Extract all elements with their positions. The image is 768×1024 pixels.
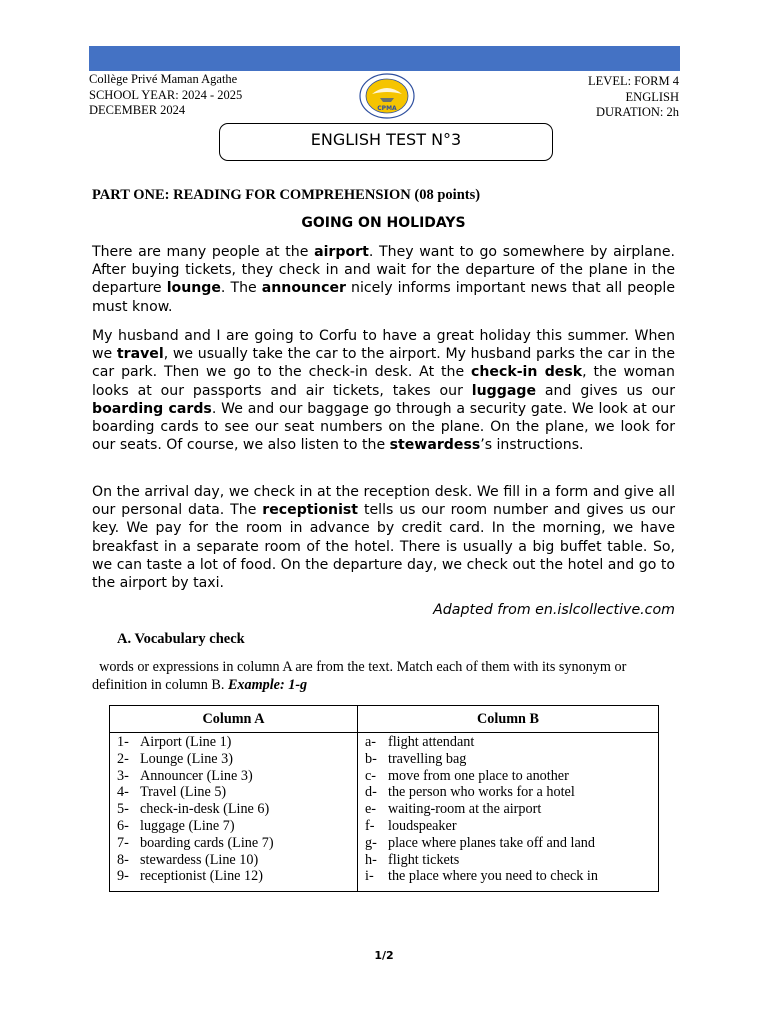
keyword: stewardess [389, 437, 481, 454]
column-a-item [117, 868, 350, 885]
text-run: On the arrival day, we check in at the reception desk. We fill in a form and give all our personal data. The [92, 484, 675, 519]
duration: DURATION: 2h [596, 105, 679, 119]
item-text: luggage (Line 7) [140, 817, 235, 834]
paragraph-1 [92, 243, 675, 316]
item-text: Announcer (Line 3) [140, 767, 253, 784]
column-b-item [365, 751, 651, 768]
item-marker: e- [365, 801, 377, 818]
item-marker: 4- [117, 784, 129, 801]
column-a-cell [110, 733, 358, 892]
school-info [89, 72, 242, 119]
item-text: the place where you need to check in [388, 868, 598, 885]
item-text: Airport (Line 1) [140, 734, 232, 750]
item-text: Travel (Line 5) [140, 784, 227, 801]
item-text: stewardess (Line 10) [140, 851, 259, 868]
column-a-item [117, 768, 350, 785]
vocabulary-heading: A. Vocabulary check [117, 631, 245, 647]
vocabulary-instructions [92, 659, 682, 694]
item-text: flight tickets [388, 851, 460, 868]
column-a-item [117, 818, 350, 835]
item-marker: a- [365, 734, 377, 750]
level: LEVEL: FORM 4 [588, 74, 679, 88]
text-run: . They want to go somewhere by airplane. After buying tickets, they check in and wait for the departure of the plane in the departure [92, 244, 675, 297]
keyword: check-in desk [471, 364, 583, 381]
item-marker: g- [365, 834, 377, 851]
text-run: , the woman looks at our passports and air tickets, takes our [92, 364, 675, 399]
test-info [588, 74, 679, 121]
text-run: , we usually take the car to the airport. My husband parks the car in the car park. Then we go to the check-in desk. At the [92, 346, 675, 381]
item-text: the person who works for a hotel [388, 784, 575, 801]
keyword: boarding cards [92, 400, 212, 417]
item-marker: 7- [117, 834, 129, 851]
instructions-text: words or expressions in column A are from the text. Match each of them with its synonym or definition in column B. [92, 659, 627, 693]
school-year: SCHOOL YEAR: 2024 - 2025 [89, 87, 243, 102]
column-a-item [117, 801, 350, 818]
keyword: receptionist [262, 502, 359, 519]
column-a-item [117, 784, 350, 801]
paragraph-2 [92, 327, 675, 454]
keyword: lounge [166, 280, 221, 297]
text-run: nicely informs important news that all people must know. [92, 280, 676, 315]
item-marker: 9- [117, 868, 129, 885]
keyword: travel [116, 346, 164, 363]
item-text: loudspeaker [388, 817, 457, 834]
text-source: Adapted from en.islcollective.com [433, 602, 675, 618]
column-a-item [117, 734, 350, 751]
item-text: flight attendant [388, 734, 475, 750]
column-b-item [365, 784, 651, 801]
item-marker: 8- [117, 851, 129, 868]
item-text: travelling bag [388, 750, 467, 767]
school-seal-logo [358, 72, 416, 120]
text-run: There are many people at the [92, 244, 315, 260]
item-text: move from one place to another [388, 767, 569, 784]
column-a-list [117, 734, 350, 885]
column-b-item [365, 768, 651, 785]
column-b-item [365, 835, 651, 852]
item-marker: 3- [117, 767, 129, 784]
column-a-item [117, 751, 350, 768]
item-text: boarding cards (Line 7) [140, 834, 274, 851]
header-banner [89, 46, 680, 71]
part-one-heading: PART ONE: READING FOR COMPREHENSION (08 points) [92, 187, 481, 203]
keyword: luggage [471, 382, 536, 399]
column-b-item [365, 852, 651, 869]
column-b-item [365, 818, 651, 835]
text-run: tells us our room number and gives us our key. We pay for the room in advance by credit card. In the morning, we have breakfast in a separate room of the hotel. There is usually a big buffet table. So, we can taste a lot of food. On the departure day, we check out the hotel and go to the airport by taxi. [92, 502, 676, 592]
column-b-item [365, 734, 651, 751]
column-b-item [365, 868, 651, 885]
test-title: ENGLISH TEST N°3 [310, 129, 462, 149]
text-run: . The [220, 280, 262, 297]
item-marker: b- [365, 750, 377, 767]
item-marker: h- [365, 851, 377, 868]
item-marker: d- [365, 784, 377, 801]
keyword: announcer [261, 280, 346, 297]
column-b-list [365, 734, 651, 885]
column-a-header: Column A [110, 706, 358, 733]
item-marker: i- [365, 868, 374, 885]
text-run: ’s instructions. [480, 437, 584, 454]
school-name: Collège Privé Maman Agathe [89, 72, 238, 86]
item-marker: 2- [117, 750, 129, 767]
story-title: GOING ON HOLIDAYS [301, 215, 466, 231]
column-b-item [365, 801, 651, 818]
item-text: Lounge (Line 3) [140, 750, 233, 767]
item-text: check-in-desk (Line 6) [140, 801, 270, 818]
text-run: . We and our baggage go through a security gate. We look at our boarding cards to see our seat numbers on the plane. On the plane, we look for our seats. Of course, we also listen to the [92, 400, 675, 454]
column-a-item [117, 852, 350, 869]
keyword: airport [314, 244, 369, 260]
paragraph-3 [92, 483, 675, 592]
item-marker: 1- [117, 734, 129, 750]
item-text: receptionist (Line 12) [140, 868, 263, 885]
text-run: and gives us our [536, 382, 675, 399]
example: Example: 1-g [227, 676, 308, 693]
item-marker: c- [365, 767, 377, 784]
matching-table [109, 705, 659, 892]
subject: ENGLISH [625, 89, 679, 104]
item-marker: 5- [117, 801, 129, 818]
item-text: place where planes take off and land [388, 834, 595, 851]
test-date: DECEMBER 2024 [89, 103, 186, 117]
column-b-cell [358, 733, 659, 892]
column-a-item [117, 835, 350, 852]
text-run: My husband and I are going to Corfu to have a great holiday this summer. When we [92, 328, 675, 363]
page-number: 1/2 [374, 949, 394, 962]
test-title-box [219, 123, 553, 161]
item-text: waiting-room at the airport [388, 801, 542, 818]
seal-text: CPMA [377, 105, 397, 112]
item-marker: 6- [117, 817, 129, 834]
column-b-header: Column B [358, 706, 659, 733]
item-marker: f- [365, 817, 375, 834]
